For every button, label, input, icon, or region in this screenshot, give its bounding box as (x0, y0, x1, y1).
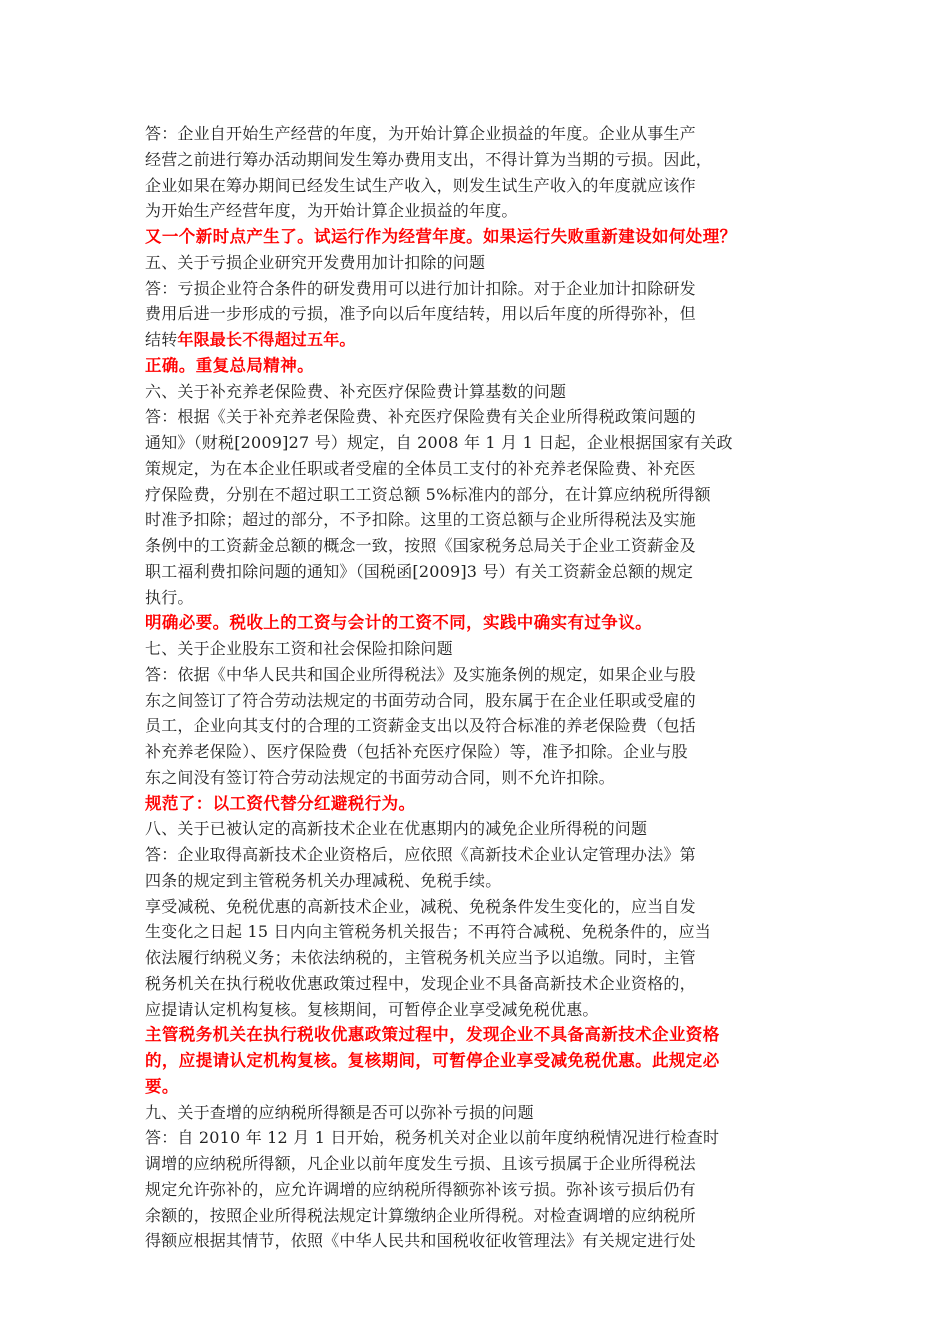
comment-line: 正确。重复总局精神。 (145, 355, 314, 375)
text-line: 策规定，为在本企业任职或者受雇的全体员工支付的补充养老保险费、补充医 (145, 458, 696, 478)
text-line: 职工福利费扣除问题的通知》（国税函[2009]3 号）有关工资薪金总额的规定 (145, 561, 694, 581)
text-line: 答：自 2010 年 12 月 1 日开始，税务机关对企业以前年度纳税情况进行检查时 (145, 1128, 720, 1148)
section-heading: 八、关于已被认定的高新技术企业在优惠期内的减免企业所得税的问题 (145, 819, 648, 839)
text-line: 生变化之日起 15 日内向主管税务机关报告；不再符合减税、免税条件的，应当 (145, 922, 711, 942)
document-body (145, 121, 815, 1254)
text-line: 费用后进一步形成的亏损，准予向以后年度结转，用以后年度的所得弥补，但 (145, 304, 696, 324)
text-line: 税务机关在执行税收优惠政策过程中，发现企业不具备高新技术企业资格的， (145, 973, 696, 993)
text-line: 调增的应纳税所得额，凡企业以前年度发生亏损、且该亏损属于企业所得税法 (145, 1154, 696, 1173)
text-line: 东之间没有签订符合劳动法规定的书面劳动合同，则不允许扣除。 (145, 767, 615, 787)
text-line: 通知》（财税[2009]27 号）规定，自 2008 年 1 月 1 日起，企业根据国家有关政 (145, 433, 733, 452)
text-line: 条例中的工资薪金总额的概念一致，按照《国家税务总局关于企业工资薪金及 (145, 536, 696, 555)
text-line: 应提请认定机构复核。复核期间，可暂停企业享受减免税优惠。 (145, 999, 599, 1019)
text-line: 补充养老保险）、医疗保险费（包括补充医疗保险）等，准予扣除。企业与股 (145, 742, 688, 761)
text-line: 依法履行纳税义务；未依法纳税的，主管税务机关应当予以追缴。同时，主管 (145, 948, 696, 967)
text-line: 得额应根据其情节，依照《中华人民共和国税收征收管理法》有关规定进行处 (145, 1231, 696, 1251)
text-line: 时准予扣除；超过的部分，不予扣除。这里的工资总额与企业所得税法及实施 (145, 510, 696, 530)
comment-line: 的，应提请认定机构复核。复核期间，可暂停企业享受减免税优惠。此规定必 (145, 1051, 720, 1070)
section-heading: 七、关于企业股东工资和社会保险扣除问题 (145, 639, 453, 658)
text-line: 答：根据《关于补充养老保险费、补充医疗保险费有关企业所得税政策问题的 (145, 407, 696, 427)
text-line: 企业如果在筹办期间已经发生试生产收入，则发生试生产收入的年度就应该作 (145, 175, 696, 195)
section-heading: 六、关于补充养老保险费、补充医疗保险费计算基数的问题 (145, 381, 567, 401)
text-line: 余额的，按照企业所得税法规定计算缴纳企业所得税。对检查调增的应纳税所 (145, 1205, 696, 1225)
text-line: 答：企业自开始生产经营的年度，为开始计算企业损益的年度。企业从事生产 (145, 124, 696, 143)
comment-line: 明确必要。税收上的工资与会计的工资不同，实践中确实有过争议。 (145, 613, 652, 633)
emphasized-text: 年限最长不得超过五年。 (177, 330, 356, 349)
text-line: 四条的规定到主管税务机关办理减税、免税手续。 (145, 870, 502, 890)
text-line: 答：企业取得高新技术企业资格后，应依照《高新技术企业认定管理办法》第 (145, 845, 696, 864)
text-line: 东之间签订了符合劳动法规定的书面劳动合同，股东属于在企业任职或受雇的 (145, 690, 696, 710)
section-heading: 五、关于亏损企业研究开发费用加计扣除的问题 (145, 252, 486, 272)
text-line: 疗保险费，分别在不超过职工工资总额 5%标准内的部分，在计算应纳税所得额 (145, 484, 711, 504)
text-line: 规定允许弥补的，应允许调增的应纳税所得额弥补该亏损。弥补该亏损后仍有 (145, 1179, 696, 1199)
comment-line: 又一个新时点产生了。试运行作为经营年度。如果运行失败重新建设如何处理？ (145, 227, 737, 246)
text-line: 享受减税、免税优惠的高新技术企业，减税、免税条件发生变化的，应当自发 (145, 896, 696, 916)
section-heading: 九、关于查增的应纳税所得额是否可以弥补亏损的问题 (145, 1102, 534, 1122)
text-line: 经营之前进行筹办活动期间发生筹办费用支出，不得计算为当期的亏损。因此， (145, 149, 713, 169)
comment-line: 主管税务机关在执行税收优惠政策过程中，发现企业不具备高新技术企业资格 (145, 1025, 720, 1045)
comment-line: 规范了：以工资代替分红避税行为。 (145, 793, 416, 813)
text-segment: 结转 (145, 330, 178, 349)
comment-line: 要。 (145, 1076, 179, 1096)
text-line: 答：依据《中华人民共和国企业所得税法》及实施条例的规定，如果企业与股 (145, 664, 696, 684)
text-line: 执行。 (145, 587, 194, 607)
text-line: 员工，企业向其支付的合理的工资薪金支出以及符合标准的养老保险费（包括 (145, 716, 696, 736)
text-line (145, 327, 815, 353)
text-line: 为开始生产经营年度，为开始计算企业损益的年度。 (145, 201, 518, 221)
text-line: 答：亏损企业符合条件的研发费用可以进行加计扣除。对于企业加计扣除研发 (145, 278, 696, 298)
